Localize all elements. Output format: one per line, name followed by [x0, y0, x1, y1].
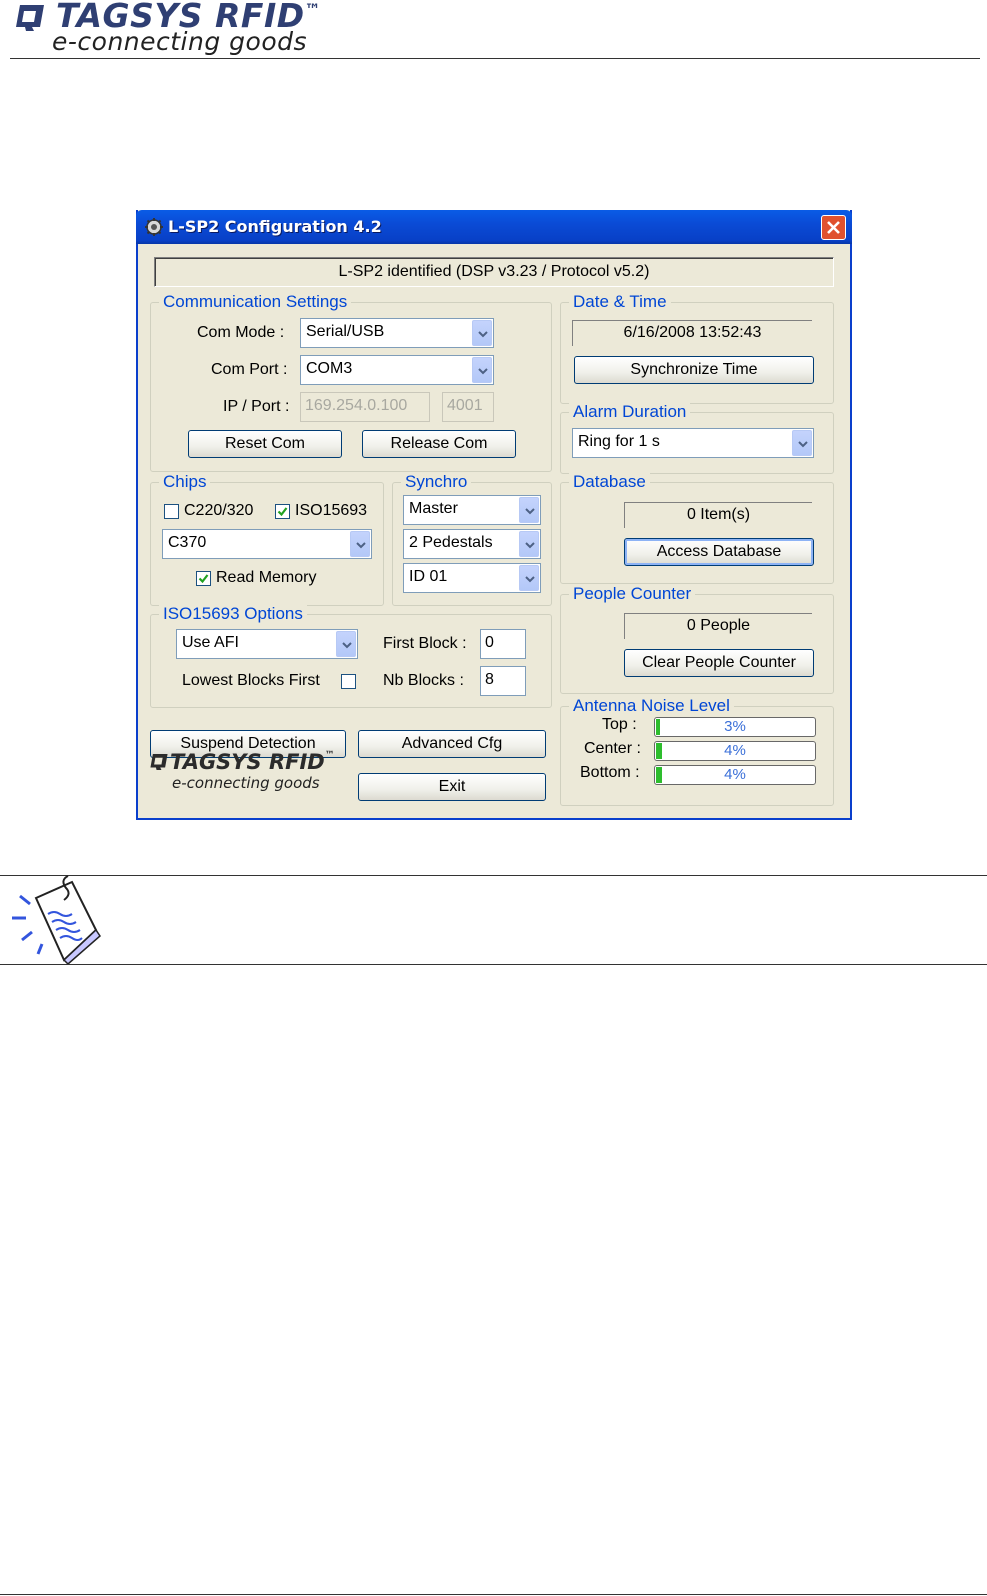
- lowest-blocks-checkbox[interactable]: [341, 674, 356, 689]
- antenna-center-percent: 4%: [724, 742, 746, 759]
- antenna-top-bar: [654, 717, 816, 737]
- chevron-down-icon[interactable]: [519, 497, 539, 523]
- exit-button[interactable]: Exit: [358, 773, 546, 801]
- checkmark-icon: [277, 506, 288, 517]
- ip-port-label: IP / Port :: [223, 398, 290, 415]
- tagsys-logo-icon: [12, 3, 48, 33]
- date-time-legend: Date & Time: [569, 292, 671, 312]
- clear-people-counter-button[interactable]: Clear People Counter: [624, 649, 814, 677]
- database-item-count: 0 Item(s): [624, 502, 812, 528]
- brand-tagline: e-connecting goods: [52, 27, 308, 56]
- close-button[interactable]: [821, 215, 846, 240]
- nb-blocks-field[interactable]: 8: [480, 666, 526, 696]
- database-group: [560, 472, 834, 584]
- synchro-legend: Synchro: [401, 472, 471, 492]
- people-counter-group: [560, 584, 834, 694]
- read-memory-checkbox[interactable]: [196, 571, 211, 586]
- port-field[interactable]: 4001: [442, 392, 494, 422]
- antenna-top-label: Top :: [602, 716, 637, 733]
- people-counter-legend: People Counter: [569, 584, 695, 604]
- pedestals-select[interactable]: 2 Pedestals: [403, 529, 541, 559]
- antenna-bottom-percent: 4%: [724, 766, 746, 783]
- c220-label: C220/320: [184, 502, 254, 519]
- suspend-detection-button[interactable]: Suspend Detection: [150, 730, 346, 758]
- checkmark-icon: [198, 573, 209, 584]
- antenna-bottom-bar: [654, 765, 816, 785]
- chevron-down-icon[interactable]: [519, 531, 539, 557]
- window-logo: [148, 748, 368, 798]
- note-icon: [8, 874, 104, 964]
- c220-checkbox[interactable]: [164, 504, 179, 519]
- iso15693-checkbox[interactable]: [275, 504, 290, 519]
- advanced-cfg-button[interactable]: Advanced Cfg: [358, 730, 546, 758]
- tagsys-logo-icon: [148, 752, 170, 772]
- iso15693-options-legend: ISO15693 Options: [159, 604, 307, 624]
- reset-com-button[interactable]: Reset Com: [188, 430, 342, 458]
- communication-settings-legend: Communication Settings: [159, 292, 351, 312]
- chevron-down-icon[interactable]: [472, 320, 492, 346]
- antenna-bottom-label: Bottom :: [580, 764, 640, 781]
- chevron-down-icon[interactable]: [350, 531, 370, 557]
- ip-address-field[interactable]: 169.254.0.100: [300, 392, 430, 422]
- synchro-mode-select[interactable]: Master: [403, 495, 541, 525]
- chip-select[interactable]: C370: [162, 529, 372, 559]
- close-icon: [826, 220, 841, 235]
- window-tagline: e-connecting goods: [172, 774, 320, 792]
- title-bar[interactable]: [136, 210, 852, 244]
- antenna-center-bar: [654, 741, 816, 761]
- alarm-duration-legend: Alarm Duration: [569, 402, 690, 422]
- access-database-button[interactable]: Access Database: [624, 538, 814, 566]
- nb-blocks-label: Nb Blocks :: [383, 672, 464, 689]
- synchronize-time-button[interactable]: Synchronize Time: [574, 356, 814, 384]
- note-bottom-rule: [0, 964, 987, 965]
- database-legend: Database: [569, 472, 650, 492]
- chevron-down-icon[interactable]: [792, 430, 812, 456]
- first-block-field[interactable]: 0: [480, 629, 526, 659]
- chips-legend: Chips: [159, 472, 210, 492]
- com-mode-label: Com Mode :: [197, 324, 285, 341]
- date-time-display: 6/16/2008 13:52:43: [572, 320, 812, 346]
- window-brand: TAGSYS RFID™: [170, 750, 335, 774]
- people-count-display: 0 People: [624, 613, 812, 639]
- chevron-down-icon[interactable]: [519, 565, 539, 591]
- afi-select[interactable]: Use AFI: [176, 629, 358, 659]
- page-header-logo: [12, 0, 392, 58]
- antenna-center-label: Center :: [584, 740, 641, 757]
- com-mode-select[interactable]: Serial/USB: [300, 318, 494, 348]
- brand-name: TAGSYS RFID™: [56, 0, 322, 35]
- com-port-select[interactable]: COM3: [300, 355, 494, 385]
- release-com-button[interactable]: Release Com: [362, 430, 516, 458]
- antenna-noise-legend: Antenna Noise Level: [569, 696, 734, 716]
- antenna-top-percent: 3%: [724, 718, 746, 735]
- chevron-down-icon[interactable]: [472, 357, 492, 383]
- first-block-label: First Block :: [383, 635, 467, 652]
- alarm-duration-select[interactable]: Ring for 1 s: [572, 428, 814, 458]
- gear-icon: [144, 217, 164, 237]
- config-window: [136, 210, 852, 820]
- chevron-down-icon[interactable]: [336, 631, 356, 657]
- device-status: L-SP2 identified (DSP v3.23 / Protocol v5.2): [154, 257, 834, 287]
- lowest-blocks-label: Lowest Blocks First: [182, 672, 320, 689]
- com-port-label: Com Port :: [211, 361, 288, 378]
- date-time-group: [560, 292, 834, 404]
- footer-rule: [0, 1594, 987, 1595]
- read-memory-label: Read Memory: [216, 569, 317, 586]
- window-title: L-SP2 Configuration 4.2: [168, 217, 382, 236]
- iso15693-label: ISO15693: [295, 502, 368, 519]
- note-top-rule: [0, 875, 987, 876]
- header-rule: [10, 58, 980, 59]
- synchro-id-select[interactable]: ID 01: [403, 563, 541, 593]
